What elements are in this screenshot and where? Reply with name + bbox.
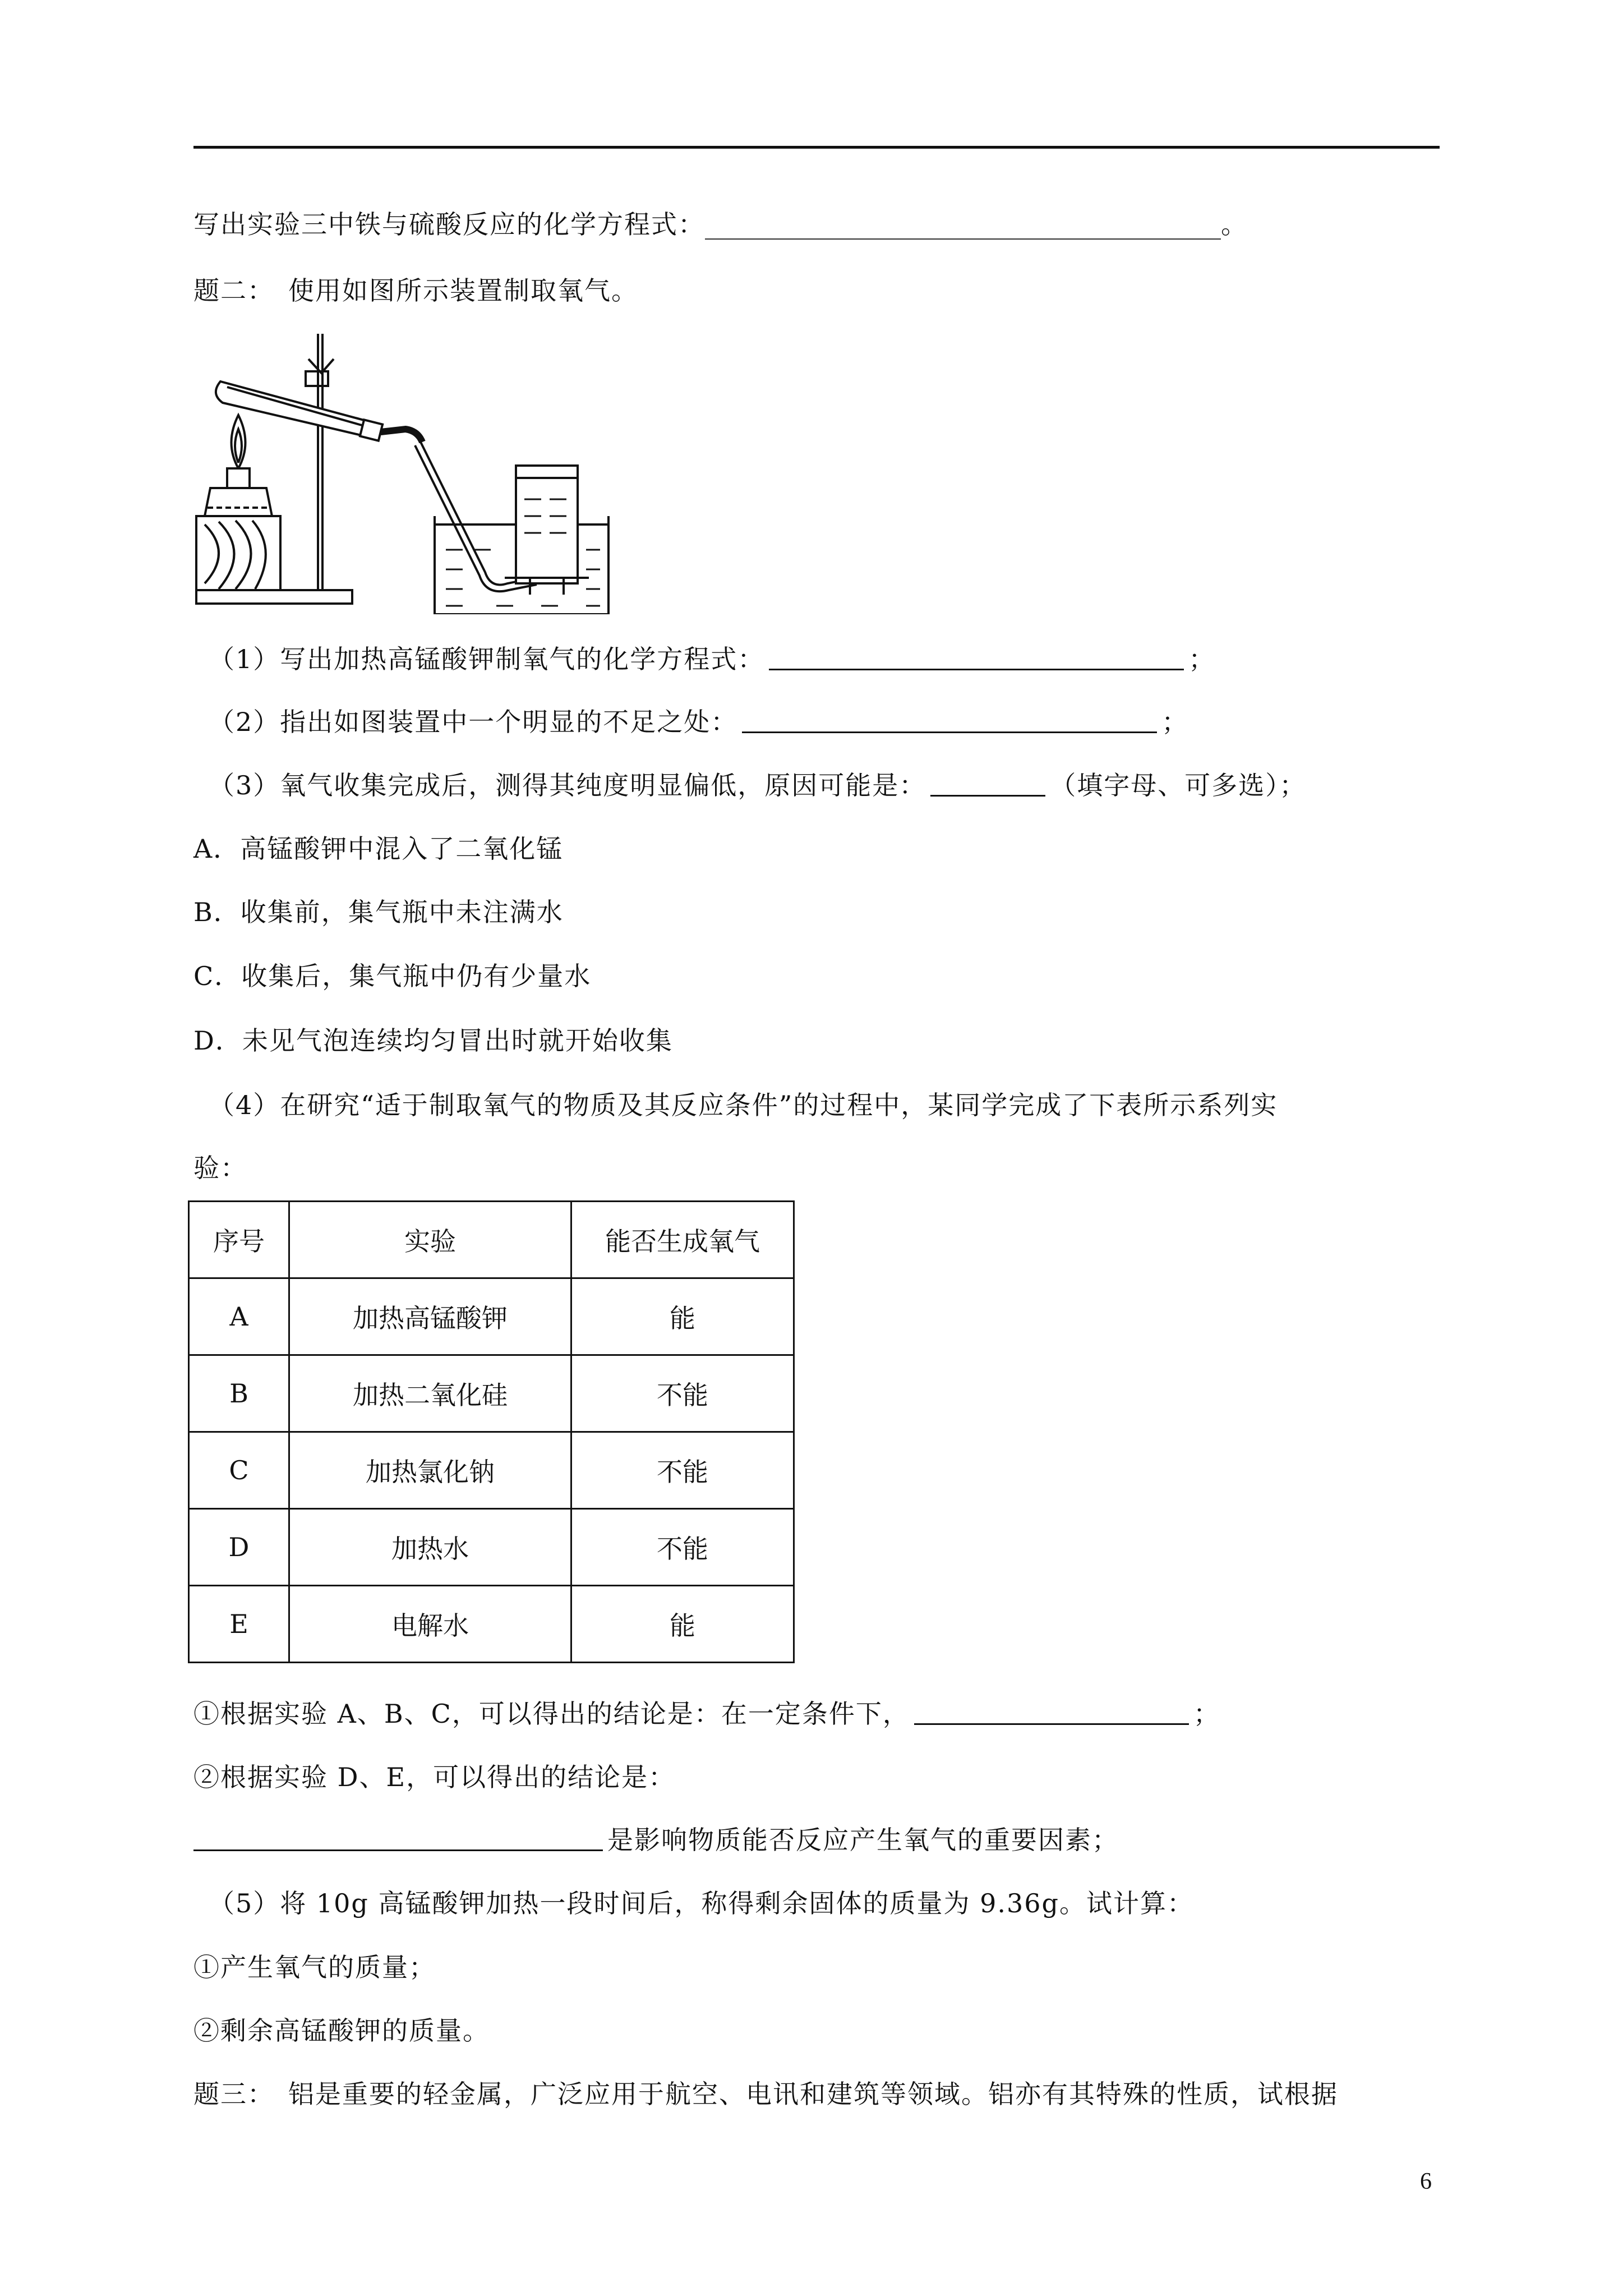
table-cell: E — [189, 1586, 289, 1663]
table-row — [189, 1586, 794, 1663]
table-cell: 加热氯化钠 — [289, 1432, 571, 1509]
q2-part5-b: ②剩余高锰酸钾的质量。 — [193, 2016, 490, 2046]
table-cell: 加热二氧化硅 — [289, 1355, 571, 1432]
table-header-row — [189, 1202, 794, 1278]
conclusion-2: ②根据实验 D、E，可以得出的结论是： — [193, 1762, 676, 1792]
option-a: A．高锰酸钾中混入了二氧化锰 — [193, 834, 564, 864]
table-cell: 能 — [571, 1278, 794, 1355]
table-cell: 不能 — [571, 1432, 794, 1509]
option-d: D．未见气泡连续均匀冒出时就开始收集 — [193, 1025, 673, 1056]
header-rule — [193, 146, 1440, 149]
q1-equation-line: 写出实验三中铁与硫酸反应的化学方程式：________________________________________。 — [193, 209, 1248, 240]
oxygen-apparatus-figure — [193, 331, 631, 614]
q2-part3: （3）氧气收集完成后，测得其纯度明显偏低，原因可能是： （填字母、可多选）； — [209, 770, 1307, 800]
table-cell: 不能 — [571, 1355, 794, 1432]
table-cell: 能 — [571, 1586, 794, 1663]
experiment-table — [188, 1200, 795, 1663]
option-c: C．收集后，集气瓶中仍有少量水 — [193, 961, 592, 991]
table-cell: 电解水 — [289, 1586, 571, 1663]
table-header: 序号 — [189, 1202, 289, 1278]
table-row — [189, 1278, 794, 1355]
table-cell: 加热高锰酸钾 — [289, 1278, 571, 1355]
table-cell: C — [189, 1432, 289, 1509]
q2-part5: （5）将 10g 高锰酸钾加热一段时间后，称得剩余固体的质量为 9.36g。试计算： — [209, 1888, 1194, 1918]
table-row — [189, 1509, 794, 1586]
table-header: 能否生成氧气 — [571, 1202, 794, 1278]
table-header: 实验 — [289, 1202, 571, 1278]
question-three-heading: 题三： 铝是重要的轻金属，广泛应用于航空、电讯和建筑等领域。铝亦有其特殊的性质，试根据 — [193, 2079, 1338, 2109]
answer-blank[interactable] — [193, 1827, 603, 1851]
option-b: B．收集前，集气瓶中未注满水 — [193, 897, 564, 927]
table-cell: A — [189, 1278, 289, 1355]
conclusion-2-continued: 是影响物质能否反应产生氧气的重要因素； — [193, 1823, 1119, 1857]
page-number: 6 — [1420, 2169, 1432, 2194]
table-row — [189, 1432, 794, 1509]
table-cell: 加热水 — [289, 1509, 571, 1586]
conclusion-1: ①根据实验 A、B、C，可以得出的结论是：在一定条件下， ； — [193, 1699, 1220, 1729]
answer-blank[interactable] — [742, 709, 1157, 733]
question-two-heading: 题二： 使用如图所示装置制取氧气。 — [193, 275, 638, 306]
q2-part5-a: ①产生氧气的质量； — [193, 1952, 436, 1982]
table-row — [189, 1355, 794, 1432]
answer-blank[interactable] — [930, 772, 1045, 797]
q2-part4-line2: 验： — [193, 1153, 247, 1183]
table-cell: B — [189, 1355, 289, 1432]
table-cell: D — [189, 1509, 289, 1586]
answer-blank-dashes[interactable]: ________________________________________ — [705, 209, 1221, 240]
q2-part1: （1）写出加热高锰酸钾制氧气的化学方程式： ； — [209, 644, 1216, 674]
q2-part2: （2）指出如图装置中一个明显的不足之处： ； — [209, 707, 1189, 737]
q2-part4-line1: （4）在研究“适于制取氧气的物质及其反应条件”的过程中，某同学完成了下表所示系列实 — [209, 1090, 1278, 1120]
table-cell: 不能 — [571, 1509, 794, 1586]
answer-blank[interactable] — [914, 1701, 1189, 1725]
answer-blank[interactable] — [769, 646, 1184, 670]
